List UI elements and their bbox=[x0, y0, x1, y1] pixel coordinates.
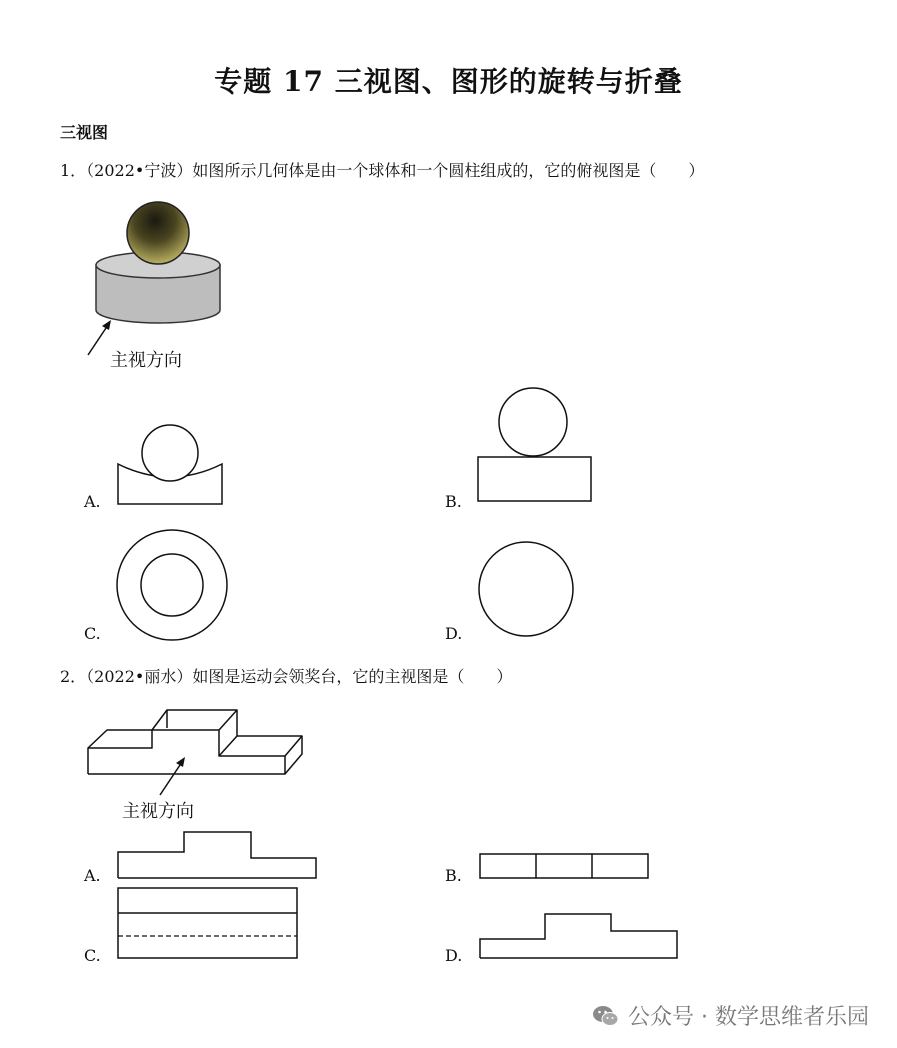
q1-option-d-label: D. bbox=[445, 624, 463, 643]
q1-solid-figure bbox=[80, 195, 240, 370]
q2-option-b-label: B. bbox=[445, 866, 462, 885]
q2-option-c-label: C. bbox=[84, 946, 101, 965]
q1-option-a-label: A. bbox=[84, 492, 101, 511]
page-title: 专题 17 三视图、图形的旋转与折叠 bbox=[214, 65, 683, 98]
section-heading: 三视图 bbox=[60, 123, 109, 142]
q2-option-a-label: A. bbox=[84, 866, 101, 885]
q1-option-a-figure[interactable] bbox=[110, 420, 230, 510]
q1-option-c-label: C. bbox=[84, 624, 101, 643]
q2-option-b-figure[interactable] bbox=[474, 848, 654, 884]
q1-view-direction-label: 主视方向 bbox=[110, 350, 182, 371]
wechat-icon bbox=[592, 1004, 620, 1028]
q2-option-a-figure[interactable] bbox=[110, 826, 325, 884]
q2-option-d-figure[interactable] bbox=[474, 906, 684, 964]
q1-option-c-figure[interactable] bbox=[112, 525, 232, 645]
q2-option-c-figure[interactable] bbox=[110, 882, 305, 962]
question-2-stem: 2．（2022•丽水）如图是运动会领奖台，它的主视图是（ ） bbox=[60, 667, 513, 686]
q2-podium-figure bbox=[80, 700, 310, 800]
q1-option-d-figure[interactable] bbox=[474, 540, 578, 640]
q2-option-d-label: D. bbox=[445, 946, 463, 965]
watermark bbox=[592, 1000, 869, 1031]
q1-option-b-label: B. bbox=[445, 492, 462, 511]
q1-option-b-figure[interactable] bbox=[470, 384, 600, 509]
q2-view-direction-label: 主视方向 bbox=[122, 801, 194, 822]
question-1-stem: 1．（2022•宁波）如图所示几何体是由一个球体和一个圆柱组成的，它的俯视图是（ ） bbox=[60, 161, 705, 180]
watermark-text: 公众号 · 数学思维者乐园 bbox=[628, 1005, 869, 1030]
